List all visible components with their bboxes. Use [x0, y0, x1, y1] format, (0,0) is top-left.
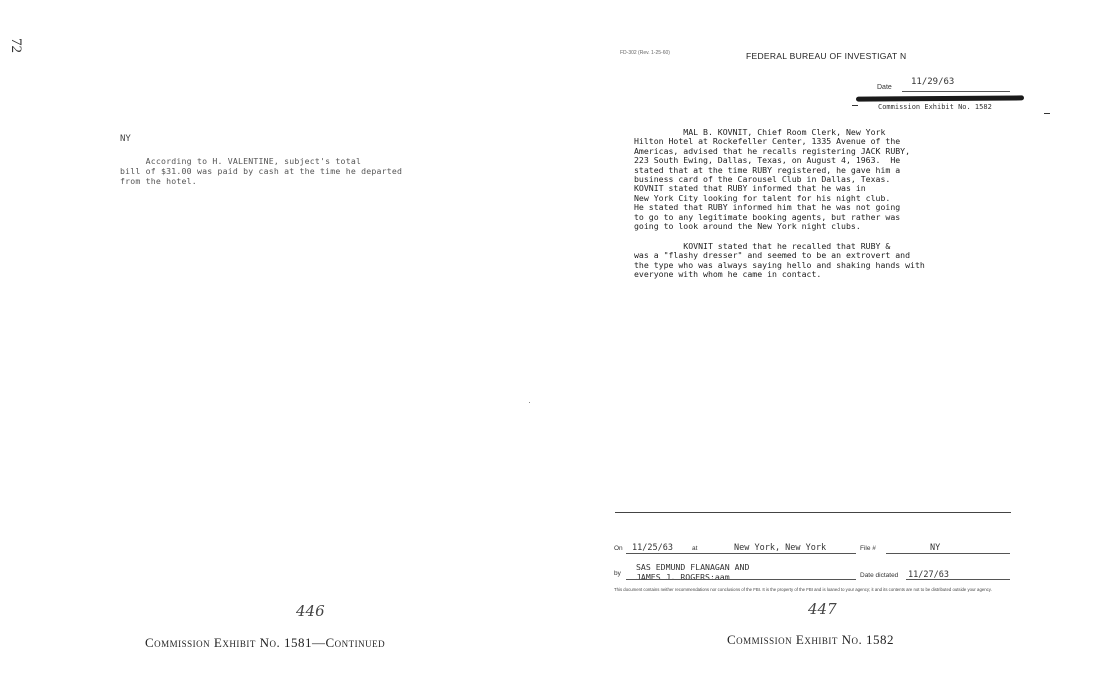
handwritten-page-number-left: 446 — [296, 602, 325, 620]
file-number-label: File # — [860, 545, 876, 552]
date-underline — [902, 91, 1010, 92]
paragraph-line: going to look around the New York night clubs. — [634, 221, 861, 232]
page-number: 72 — [8, 38, 24, 53]
exhibit-caption-right: Commission Exhibit No. 1582 — [727, 632, 895, 647]
paragraph-line: to go to any legitimate booking agents, but rather was — [634, 211, 901, 222]
paragraph-line: stated that at the time RUBY registered, he gave him a — [634, 164, 901, 175]
speck — [529, 402, 530, 403]
form-underline — [626, 579, 856, 580]
handwritten-page-number-right: 447 — [808, 600, 837, 618]
form-code: FD-302 (Rev. 1-25-60) — [620, 50, 670, 56]
agents-line-2: JAMES J. ROGERS:aam — [636, 572, 730, 582]
form-underline — [886, 553, 1010, 554]
paragraph-line: Hilton Hotel at Rockefeller Center, 1335 Avenue of the — [634, 136, 901, 147]
left-paragraph — [120, 156, 440, 186]
paragraph-line: New York City looking for talent for his night club. — [634, 192, 891, 203]
location-value: New York, New York — [734, 543, 827, 553]
agents-label: by — [614, 570, 621, 577]
paragraph-line: everyone with whom he came in contact. — [634, 269, 822, 280]
agents-line-1: SAS EDMUND FLANAGAN AND — [636, 562, 750, 572]
interview-paragraph-1 — [634, 128, 979, 231]
paragraph-line: Americas, advised that he recalls registering JACK RUBY, — [634, 145, 911, 156]
fbi-disclaimer: This document contains neither recommendations nor conclusions of the FBI. It is the property of the FBI and is loaned to your agency; it and its contents are not to be distributed outside your agency. — [614, 587, 992, 592]
agency-header: FEDERAL BUREAU OF INVESTIGAT N — [746, 51, 907, 61]
footer-divider — [615, 512, 1011, 513]
paragraph-line: KOVNIT stated that RUBY informed that he was in — [634, 183, 866, 194]
interview-date-value: 11/25/63 — [632, 543, 673, 553]
form-underline — [906, 579, 1010, 580]
paragraph-line: was a "flashy dresser" and seemed to be an extrovert and — [634, 250, 911, 261]
redaction-bar — [856, 95, 1024, 101]
date-value: 11/29/63 — [911, 77, 955, 87]
left-paragraph-line: from the hotel. — [120, 176, 197, 186]
office-code-left: NY — [120, 134, 131, 144]
paragraph-line: MAL B. KOVNIT, Chief Room Clerk, New York — [634, 127, 886, 137]
interview-paragraph-2 — [634, 242, 979, 280]
file-number-value: NY — [930, 543, 941, 553]
date-label: Date — [877, 84, 892, 91]
exhibit-stamp: Commission Exhibit No. 1582 — [878, 103, 992, 111]
paragraph-line: He stated that RUBY informed him that he was not going — [634, 202, 901, 213]
left-paragraph-line: bill of $31.00 was paid by cash at the time he departed — [120, 166, 403, 176]
margin-mark — [1044, 113, 1050, 114]
paragraph-line: business card of the Carousel Club in Dallas, Texas. — [634, 174, 891, 185]
paragraph-line: the type who was always saying hello and shaking hands with — [634, 259, 925, 270]
paragraph-line: KOVNIT stated that he recalled that RUBY & — [634, 241, 891, 251]
date-dictated-label: Date dictated — [860, 572, 899, 579]
location-label: at — [692, 545, 698, 552]
paragraph-line: 223 South Ewing, Dallas, Texas, on August 4, 1963. He — [634, 155, 901, 166]
date-dictated-value: 11/27/63 — [908, 570, 949, 580]
exhibit-caption-left: Commission Exhibit No. 1581—Continued — [145, 635, 386, 650]
margin-mark — [852, 105, 858, 106]
interview-date-label: On — [614, 545, 623, 552]
form-underline — [626, 553, 856, 554]
left-paragraph-line: According to H. VALENTINE, subject's total — [120, 156, 362, 166]
